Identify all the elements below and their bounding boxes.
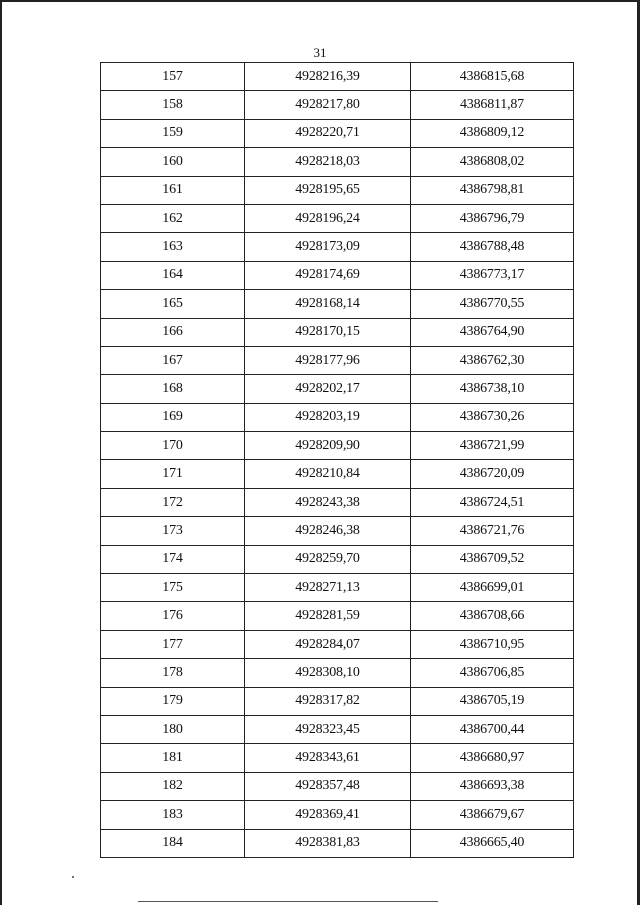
table-row [101,204,574,232]
table-row [101,290,574,318]
x-coordinate-cell: 4928195,65 [245,176,411,204]
table-row [101,602,574,630]
y-coordinate-cell: 4386709,52 [411,545,574,573]
table-row [101,63,574,91]
x-coordinate-cell: 4928243,38 [245,488,411,516]
table-row [101,233,574,261]
y-coordinate-cell: 4386773,17 [411,261,574,289]
x-coordinate-cell: 4928202,17 [245,375,411,403]
x-coordinate-cell: 4928196,24 [245,204,411,232]
point-number-cell: 180 [101,715,245,743]
table-row [101,659,574,687]
x-coordinate-cell: 4928308,10 [245,659,411,687]
point-number-cell: 160 [101,148,245,176]
x-coordinate-cell: 4928317,82 [245,687,411,715]
table-row [101,346,574,374]
x-coordinate-cell: 4928220,71 [245,119,411,147]
x-coordinate-cell: 4928323,45 [245,715,411,743]
point-number-cell: 182 [101,772,245,800]
point-number-cell: 161 [101,176,245,204]
y-coordinate-cell: 4386665,40 [411,829,574,857]
point-number-cell: 159 [101,119,245,147]
y-coordinate-cell: 4386721,76 [411,517,574,545]
y-coordinate-cell: 4386730,26 [411,403,574,431]
point-number-cell: 179 [101,687,245,715]
point-number-cell: 184 [101,829,245,857]
x-coordinate-cell: 4928174,69 [245,261,411,289]
x-coordinate-cell: 4928369,41 [245,801,411,829]
point-number-cell: 166 [101,318,245,346]
y-coordinate-cell: 4386788,48 [411,233,574,261]
table-row [101,119,574,147]
point-number-cell: 162 [101,204,245,232]
point-number-cell: 158 [101,91,245,119]
table-row [101,176,574,204]
y-coordinate-cell: 4386705,19 [411,687,574,715]
footer-line [138,901,438,902]
y-coordinate-cell: 4386815,68 [411,63,574,91]
table-row [101,829,574,857]
table-row [101,517,574,545]
x-coordinate-cell: 4928284,07 [245,630,411,658]
coordinates-table [100,62,574,858]
point-number-cell: 178 [101,659,245,687]
table-row [101,488,574,516]
x-coordinate-cell: 4928177,96 [245,346,411,374]
x-coordinate-cell: 4928271,13 [245,574,411,602]
y-coordinate-cell: 4386811,87 [411,91,574,119]
y-coordinate-cell: 4386764,90 [411,318,574,346]
x-coordinate-cell: 4928217,80 [245,91,411,119]
x-coordinate-cell: 4928216,39 [245,63,411,91]
y-coordinate-cell: 4386680,97 [411,744,574,772]
y-coordinate-cell: 4386808,02 [411,148,574,176]
y-coordinate-cell: 4386796,79 [411,204,574,232]
table-row [101,715,574,743]
x-coordinate-cell: 4928218,03 [245,148,411,176]
x-coordinate-cell: 4928203,19 [245,403,411,431]
y-coordinate-cell: 4386720,09 [411,460,574,488]
x-coordinate-cell: 4928173,09 [245,233,411,261]
table-row [101,630,574,658]
page-number: 31 [313,45,327,60]
x-coordinate-cell: 4928246,38 [245,517,411,545]
point-number-cell: 173 [101,517,245,545]
point-number-cell: 183 [101,801,245,829]
point-number-cell: 169 [101,403,245,431]
point-number-cell: 168 [101,375,245,403]
scan-speck [72,876,74,878]
table-row [101,772,574,800]
y-coordinate-cell: 4386798,81 [411,176,574,204]
y-coordinate-cell: 4386724,51 [411,488,574,516]
y-coordinate-cell: 4386699,01 [411,574,574,602]
y-coordinate-cell: 4386700,44 [411,715,574,743]
point-number-cell: 170 [101,432,245,460]
table-row [101,744,574,772]
x-coordinate-cell: 4928170,15 [245,318,411,346]
table-row [101,403,574,431]
table-row [101,432,574,460]
point-number-cell: 177 [101,630,245,658]
point-number-cell: 163 [101,233,245,261]
point-number-cell: 174 [101,545,245,573]
y-coordinate-cell: 4386693,38 [411,772,574,800]
point-number-cell: 175 [101,574,245,602]
point-number-cell: 157 [101,63,245,91]
x-coordinate-cell: 4928343,61 [245,744,411,772]
y-coordinate-cell: 4386770,55 [411,290,574,318]
y-coordinate-cell: 4386710,95 [411,630,574,658]
coordinates-table-body [101,63,574,858]
table-row [101,91,574,119]
x-coordinate-cell: 4928210,84 [245,460,411,488]
point-number-cell: 165 [101,290,245,318]
point-number-cell: 176 [101,602,245,630]
x-coordinate-cell: 4928357,48 [245,772,411,800]
x-coordinate-cell: 4928259,70 [245,545,411,573]
table-row [101,318,574,346]
table-row [101,375,574,403]
y-coordinate-cell: 4386762,30 [411,346,574,374]
x-coordinate-cell: 4928281,59 [245,602,411,630]
x-coordinate-cell: 4928168,14 [245,290,411,318]
table-row [101,261,574,289]
y-coordinate-cell: 4386809,12 [411,119,574,147]
table-row [101,148,574,176]
y-coordinate-cell: 4386706,85 [411,659,574,687]
point-number-cell: 181 [101,744,245,772]
y-coordinate-cell: 4386721,99 [411,432,574,460]
table-row [101,574,574,602]
y-coordinate-cell: 4386679,67 [411,801,574,829]
table-row [101,687,574,715]
point-number-cell: 172 [101,488,245,516]
point-number-cell: 164 [101,261,245,289]
table-row [101,460,574,488]
x-coordinate-cell: 4928209,90 [245,432,411,460]
table-row [101,801,574,829]
y-coordinate-cell: 4386738,10 [411,375,574,403]
y-coordinate-cell: 4386708,66 [411,602,574,630]
x-coordinate-cell: 4928381,83 [245,829,411,857]
point-number-cell: 167 [101,346,245,374]
point-number-cell: 171 [101,460,245,488]
table-row [101,545,574,573]
